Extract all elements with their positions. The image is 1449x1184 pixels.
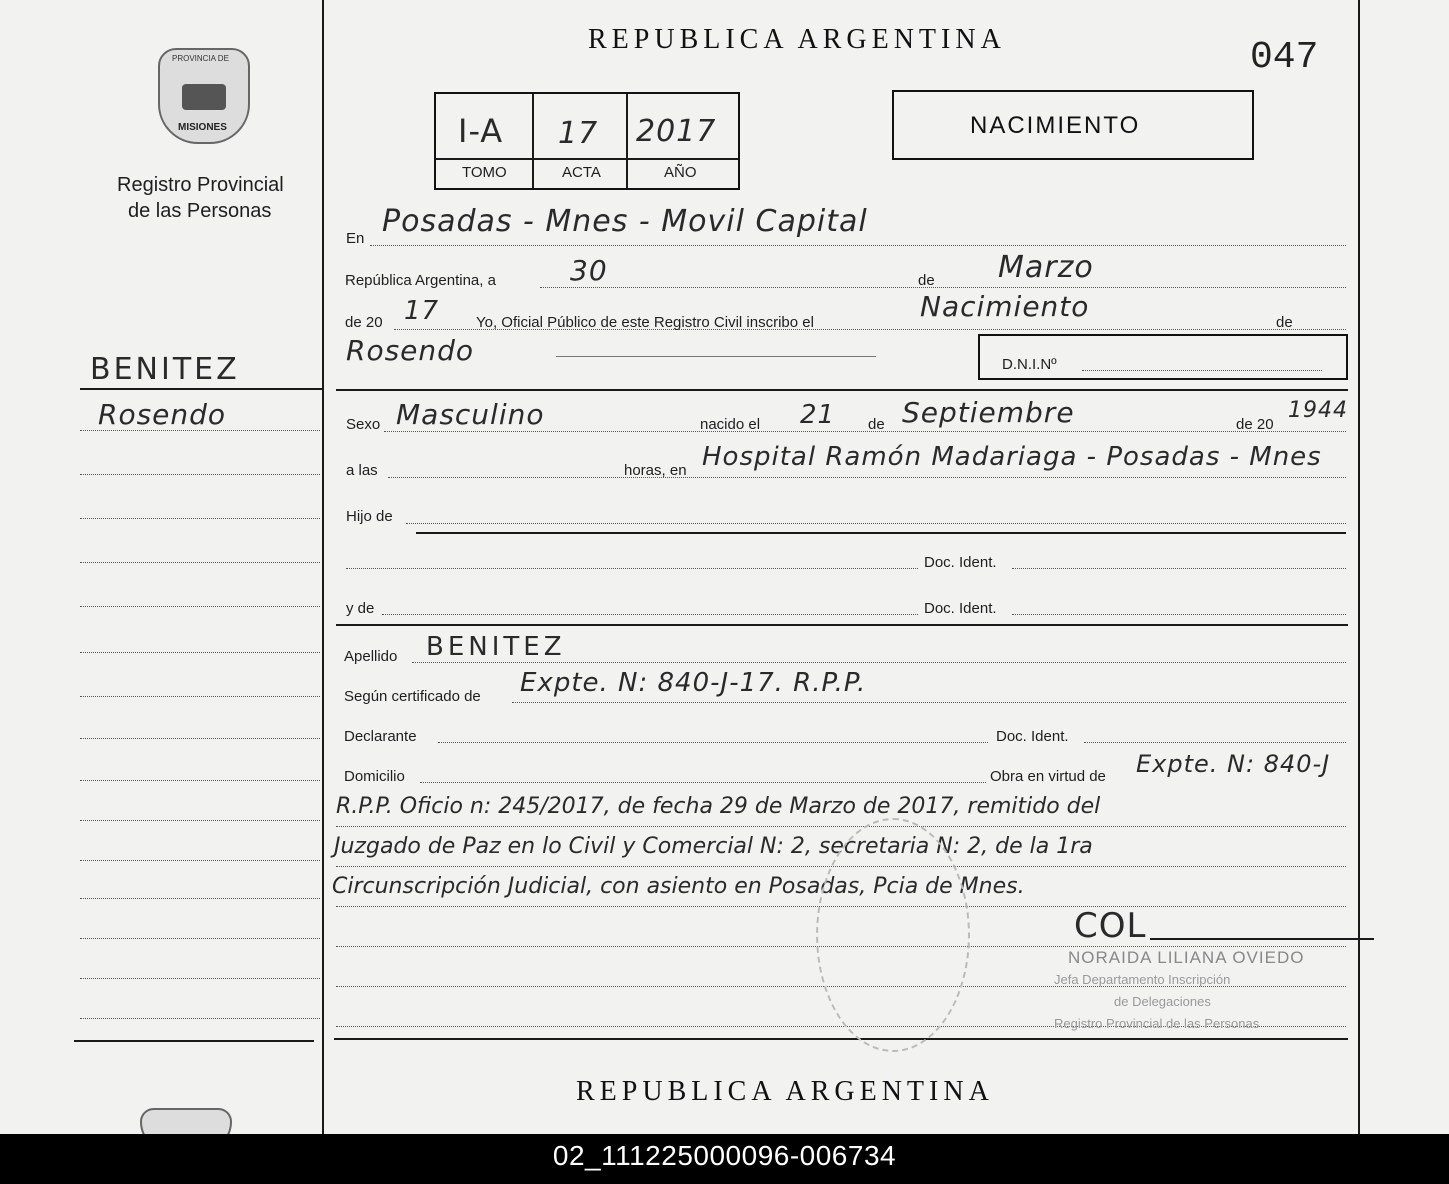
margin-line: [80, 562, 320, 563]
margin-line: [80, 518, 320, 519]
signature-title-3: Registro Provincial de las Personas: [1054, 1016, 1260, 1031]
margin-line: [80, 860, 320, 861]
apellido-label: Apellido: [344, 648, 398, 665]
de20-label: de 20: [345, 314, 383, 331]
table-divider: [626, 94, 628, 188]
field-line: [512, 702, 1346, 703]
field-line: [370, 245, 1346, 246]
section-rule: [334, 1038, 1348, 1040]
place-value: Hospital Ramón Madariaga - Posadas - Mnes: [702, 442, 1322, 472]
de-label-3: de: [868, 416, 885, 433]
field-line: [1012, 568, 1346, 569]
margin-line: [80, 738, 320, 739]
table-divider: [532, 94, 534, 188]
field-line: [1084, 742, 1346, 743]
field-line: [406, 523, 1346, 524]
registry-name-line2: de las Personas: [128, 200, 272, 222]
certificado-value: Expte. N: 840-J-17. R.P.P.: [520, 668, 867, 698]
day-value: 30: [570, 254, 608, 287]
alas-label: a las: [346, 462, 378, 479]
horas-label: horas, en: [624, 462, 687, 479]
birth-day: 21: [800, 400, 836, 430]
record-type-box: [892, 90, 1254, 160]
table-divider: [436, 158, 738, 160]
anio-value: 2017: [636, 114, 717, 149]
margin-line: [80, 474, 320, 475]
margin-line: [80, 652, 320, 653]
dni-box: [978, 334, 1348, 380]
anio-label: AÑO: [664, 164, 697, 181]
margin-line: [80, 820, 320, 821]
margin-line: [80, 938, 320, 939]
left-column-border: [322, 0, 324, 1134]
note-line-3: Circunscripción Judicial, con asiento en Posadas, Pcia de Mnes.: [332, 874, 1025, 899]
margin-line: [80, 606, 320, 607]
folio-number: 047: [1250, 36, 1319, 79]
de-label: de: [918, 272, 935, 289]
country-title: REPUBLICA ARGENTINA: [588, 24, 1006, 55]
nacido-label: nacido el: [700, 416, 761, 433]
margin-line: [80, 696, 320, 697]
republica-label: República Argentina, a: [345, 272, 496, 289]
de20-label-2: de 20: [1236, 416, 1274, 433]
section-rule: [336, 389, 1348, 391]
registry-name-line1: Registro Provincial: [117, 174, 284, 196]
inscribo-label: Yo, Oficial Público de este Registro Civil inscribo el: [476, 314, 814, 331]
signature-initials: COL: [1074, 906, 1147, 946]
signature-title-1: Jefa Departamento Inscripción: [1054, 972, 1231, 987]
right-edge-border: [1358, 0, 1360, 1134]
tomo-label: TOMO: [462, 164, 507, 181]
yde-label: y de: [346, 600, 375, 617]
next-page-country-title: REPUBLICA ARGENTINA: [576, 1076, 994, 1107]
margin-surname: BENITEZ: [90, 352, 240, 387]
de-label-2: de: [1276, 314, 1293, 331]
acta-value: 17: [558, 116, 599, 151]
doc-ident-label-3: Doc. Ident.: [996, 728, 1069, 745]
year-value: 17: [404, 296, 440, 326]
seal-emblem: [182, 84, 226, 110]
margin-bottom-rule: [74, 1040, 314, 1042]
signature-name: NORAIDA LILIANA OVIEDO: [1068, 948, 1305, 967]
field-line: [388, 477, 1346, 478]
tomo-value: I-A: [458, 112, 504, 150]
hijo-label: Hijo de: [346, 508, 393, 525]
provincial-seal-icon-next: [140, 1108, 232, 1134]
field-line: [556, 356, 876, 357]
birth-month: Septiembre: [902, 396, 1075, 429]
field-line: [382, 614, 918, 615]
signature-stroke: [1150, 938, 1374, 940]
acta-label: ACTA: [562, 164, 601, 181]
month-value: Marzo: [998, 250, 1094, 285]
field-line: [438, 742, 988, 743]
field-line: [420, 782, 986, 783]
obra-value: Expte. N: 840-J: [1136, 750, 1331, 778]
dni-label: D.N.I.Nº: [1002, 356, 1057, 373]
declarante-label: Declarante: [344, 728, 417, 745]
certificado-label: Según certificado de: [344, 688, 481, 705]
domicilio-label: Domicilio: [344, 768, 405, 785]
margin-line: [80, 978, 320, 979]
margin-line: [80, 898, 320, 899]
apellido-value: BENITEZ: [426, 632, 566, 662]
signature-title-2: de Delegaciones: [1114, 994, 1211, 1009]
en-value: Posadas - Mnes - Movil Capital: [382, 204, 868, 239]
inscribo-value: Nacimiento: [920, 290, 1090, 323]
seal-text-top: PROVINCIA DE: [172, 54, 229, 63]
field-line: [412, 662, 1346, 663]
sexo-value: Masculino: [396, 398, 545, 431]
birth-year: 1944: [1288, 398, 1348, 423]
reference-table: [434, 92, 740, 190]
en-label: En: [346, 230, 365, 247]
margin-line: [80, 1018, 320, 1019]
official-stamp: [816, 818, 970, 1052]
record-type: NACIMIENTO: [970, 112, 1141, 139]
obra-label: Obra en virtud de: [990, 768, 1106, 785]
seal-text-bottom: MISIONES: [178, 122, 227, 133]
field-line: [336, 826, 1346, 827]
note-line-2: Juzgado de Paz en lo Civil y Comercial N: 2, secretaria N: 2, de la 1ra: [334, 834, 1093, 859]
field-line: [540, 287, 1346, 288]
section-rule: [416, 532, 1346, 534]
margin-line: [80, 780, 320, 781]
note-line-1: R.P.P. Oficio n: 245/2017, de fecha 29 de Marzo de 2017, remitido del: [336, 794, 1101, 819]
field-line: [1012, 614, 1346, 615]
sexo-label: Sexo: [346, 416, 381, 433]
margin-line: [80, 430, 320, 431]
field-line: [384, 431, 1346, 432]
margin-divider: [80, 388, 322, 390]
dni-field-line: [1082, 370, 1322, 371]
field-line: [346, 568, 918, 569]
doc-ident-label: Doc. Ident.: [924, 554, 997, 571]
file-id: 02_111225000096-006734: [552, 1140, 897, 1171]
section-rule: [336, 624, 1348, 626]
margin-given-name: Rosendo: [98, 398, 227, 431]
doc-ident-label-2: Doc. Ident.: [924, 600, 997, 617]
file-id-bar: [0, 1134, 1449, 1184]
given-name-value: Rosendo: [346, 334, 475, 367]
provincial-seal-icon: [158, 48, 250, 144]
